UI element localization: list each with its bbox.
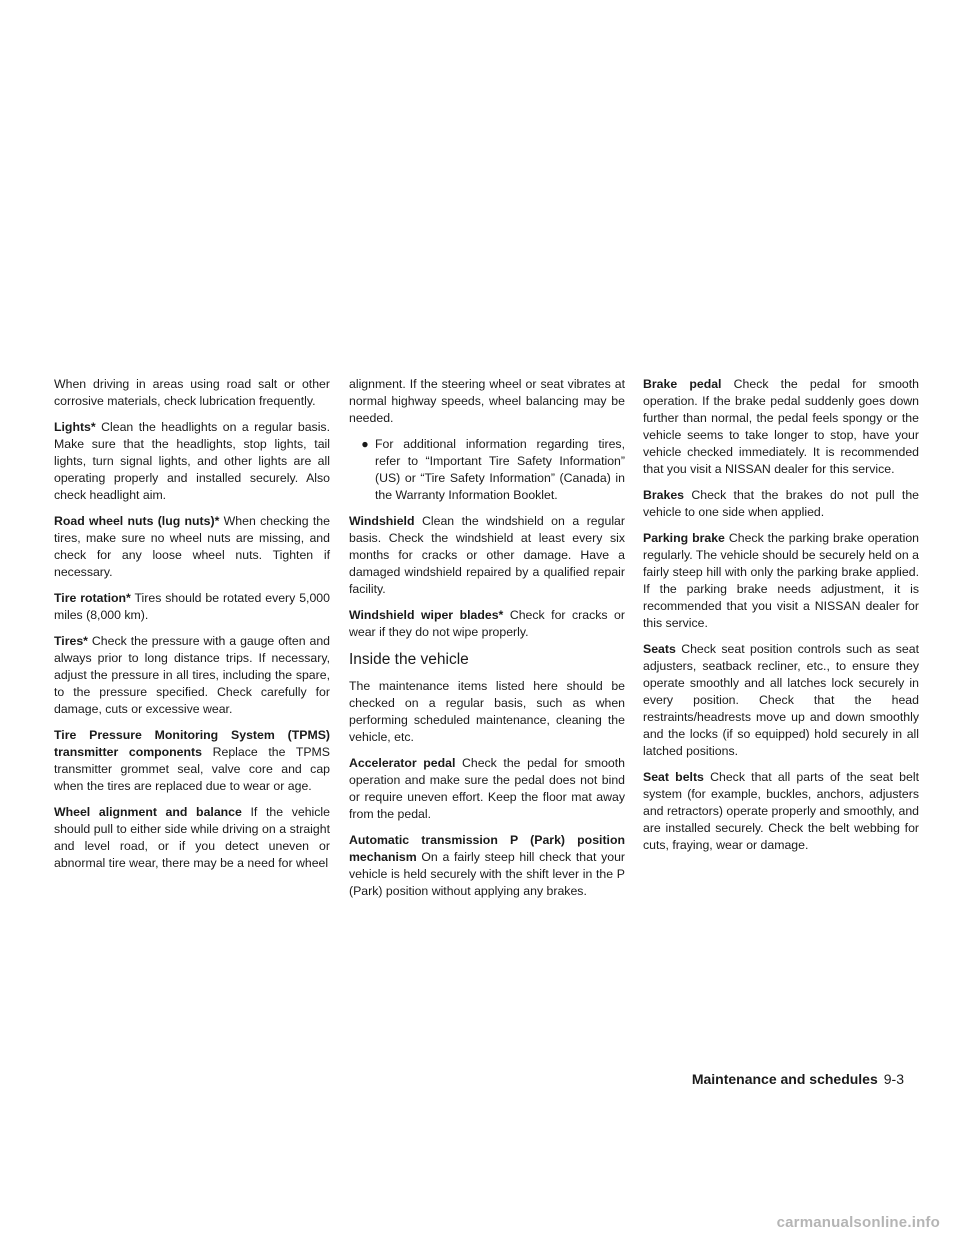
section-heading: Inside the vehicle (349, 651, 469, 668)
item-parking-brake: Parking brake Check the parking brake operation regularly. The vehicle should be securely held on a fairly steep hill with only the parking brake applied. If the parking brake needs adjustment, it is recommended that you visit a NISSAN dealer for this service. (643, 531, 920, 630)
item-brakes: Brakes Check that the brakes do not pull the vehicle to one side when applied. (643, 488, 919, 519)
item-title: Accelerator pedal (349, 756, 456, 770)
item-title: Wheel alignment and balance (54, 805, 242, 819)
item-title: Seat belts (643, 770, 704, 784)
item-road-wheel-nuts: Road wheel nuts (lug nuts)* When checking the tires, make sure no wheel nuts are missing, and check for any loose wheel nuts. Tighten if necessary. (54, 514, 330, 579)
item-title: Windshield (349, 514, 415, 528)
bullet-icon: ● (361, 437, 369, 451)
item-windshield: Windshield Clean the windshield on a regular basis. Check the windshield at least every six months for cracks or other damage. Have a damaged windshield repaired by a qualified repair facility. (349, 514, 625, 596)
item-title: Lights* (54, 420, 96, 434)
item-wiper-blades: Windshield wiper blades* Check for cracks or wear if they do not wipe properly. (349, 608, 625, 639)
item-title: Windshield wiper blades* (349, 608, 504, 622)
item-wheel-alignment: Wheel alignment and balance If the vehicle should pull to either side while driving on a straight and level road, or if you detect uneven or abnormal tire wear, there may be a need for wheel (54, 805, 330, 870)
item-tires: Tires* Check the pressure with a gauge often and always prior to long distance trips. If necessary, adjust the pressure in all tires, including the spare, to the pressure specified. Check carefully for damage, cuts or excessive wear. (54, 634, 330, 716)
item-park-mechanism: Automatic transmission P (Park) position mechanism On a fairly steep hill check that your vehicle is held securely with the shift lever in the P (Park) position without applying any brakes. (349, 833, 625, 898)
item-accelerator-pedal: Accelerator pedal Check the pedal for smooth operation and make sure the pedal does not bind or require uneven effort. Keep the floor mat away from the pedal. (349, 756, 626, 821)
item-title: Brake pedal (643, 377, 722, 391)
item-seats: Seats Check seat position controls such as seat adjusters, seatback recliner, etc., to ensure they operate smoothly and all latches lock securely in every position. Check that the head restraints/headrests move up and down smoothly and the locks (if so equipped) hold securely in all latched positions. (643, 642, 920, 758)
section-intro: The maintenance items listed here should be checked on a regular basis, such as when performing scheduled maintenance, cleaning the vehicle, etc. (349, 679, 625, 744)
item-title: Tires* (54, 634, 88, 648)
column-2 (349, 376, 625, 909)
item-wheel-alignment-continued: alignment. If the steering wheel or seat vibrates at normal highway speeds, wheel balancing may be needed. (349, 377, 625, 425)
item-title: Seats (643, 642, 676, 656)
item-brake-pedal: Brake pedal Check the pedal for smooth operation. If the brake pedal suddenly goes down further than normal, the pedal feels spongy or the vehicle seems to take longer to stop, have your vehicle checked immediately. It is recommended that you visit a NISSAN dealer for this service. (643, 377, 919, 476)
column-3 (643, 376, 919, 863)
page-footer (692, 1071, 904, 1087)
item-lights: Lights* Clean the headlights on a regular basis. Make sure that the headlights, stop lights, tail lights, turn signal lights, and other lights are all operating properly and installed securely. Also check headlight aim. (54, 420, 331, 502)
paragraph-road-salt: When driving in areas using road salt or other corrosive materials, check lubrication frequently. (54, 377, 330, 408)
watermark: carmanualsonline.info (776, 1214, 940, 1231)
column-1 (54, 376, 330, 881)
bullet-tire-info: ● For additional information regarding tires, refer to “Important Tire Safety Information” (US) or “Tire Safety Information” (Canada) in the Warranty Information Booklet. (349, 436, 625, 504)
item-seat-belts: Seat belts Check that all parts of the seat belt system (for example, buckles, anchors, adjusters and retractors) operate properly and smoothly, and are installed securely. Check the belt webbing for cuts, fraying, wear or damage. (643, 770, 920, 852)
item-title: Automatic transmission P (Park) position mechanism (349, 833, 625, 864)
item-title: Parking brake (643, 531, 725, 545)
item-title: Road wheel nuts (lug nuts)* (54, 514, 220, 528)
item-title: Tire rotation* (54, 591, 131, 605)
page-number: 9-3 (883, 1071, 904, 1087)
item-title: Tire Pressure Monitoring System (TPMS) transmitter components (54, 728, 330, 759)
item-title: Brakes (643, 488, 685, 502)
footer-section-title: Maintenance and schedules (691, 1071, 878, 1087)
item-tpms: Tire Pressure Monitoring System (TPMS) transmitter components Replace the TPMS transmitter grommet seal, valve core and cap when the tires are replaced due to wear or age. (54, 728, 330, 793)
item-tire-rotation: Tire rotation* Tires should be rotated every 5,000 miles (8,000 km). (54, 591, 330, 622)
